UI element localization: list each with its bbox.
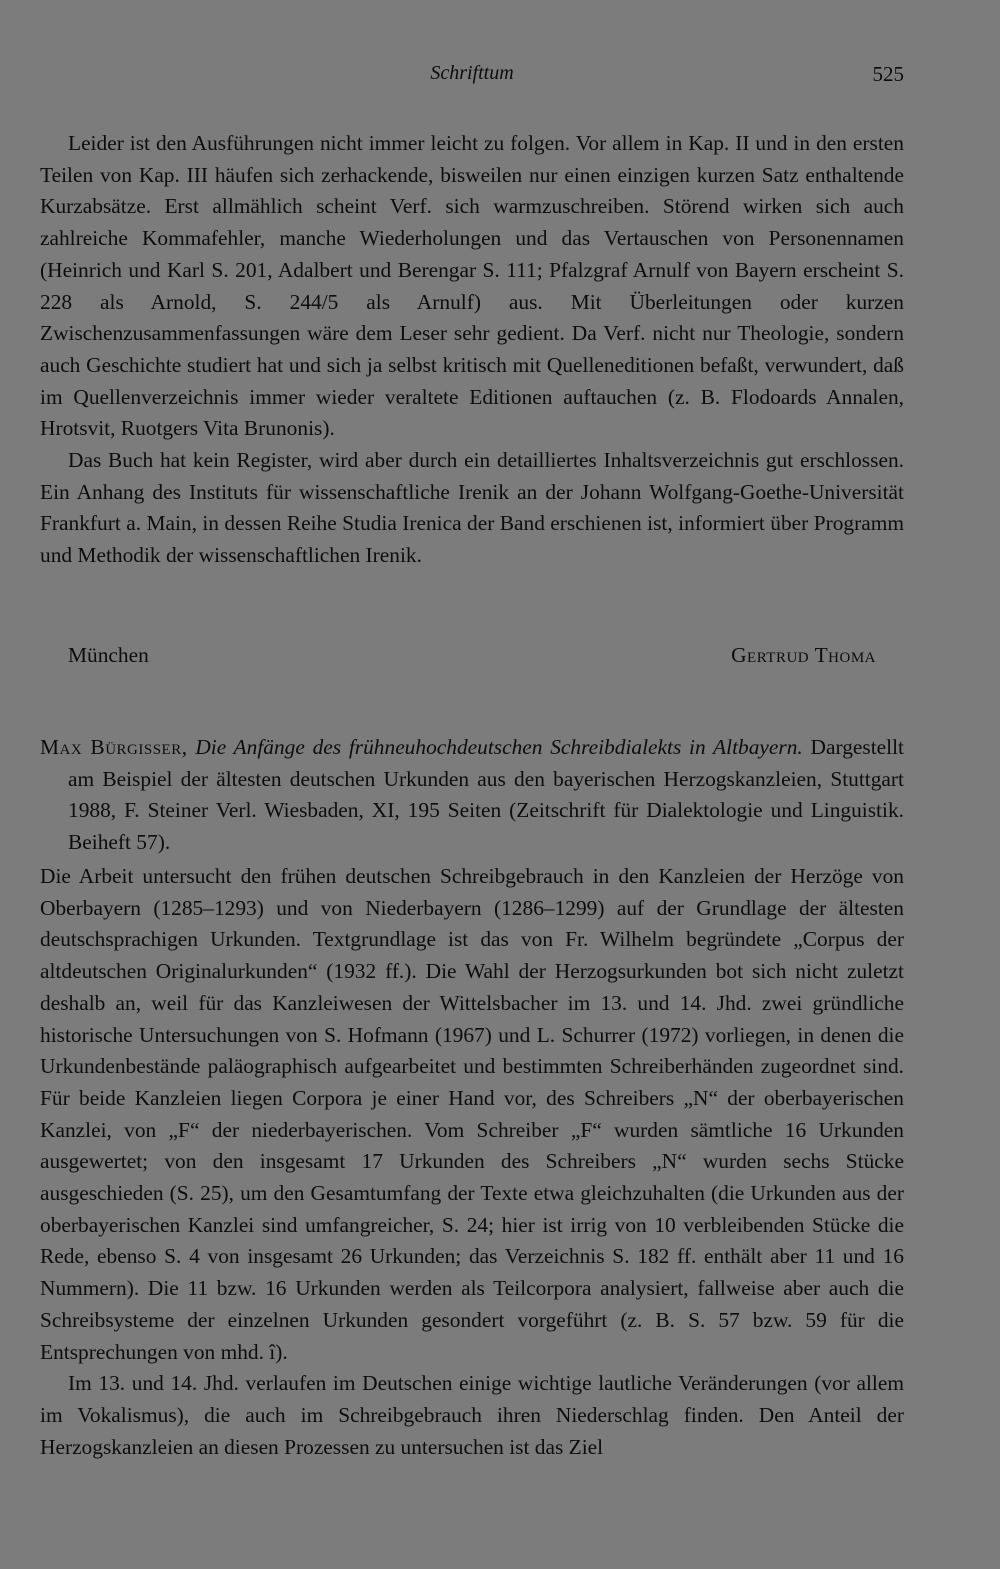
- review-2-body: [40, 861, 904, 1463]
- review-1-reviewer: Gertrud Thoma: [731, 643, 876, 667]
- review-2-title: Die Anfänge des frühneuhochdeutschen Schreibdialekts in Altbayern.: [195, 735, 803, 759]
- review-2-citation: [40, 732, 904, 859]
- page-header: [40, 62, 904, 96]
- review-2-details: Dargestellt am Beispiel der ältesten deutschen Urkunden aus den bayerischen Herzogskanzleien, Stuttgart 1988, F. Steiner Verl. Wiesbaden, XI, 195 Seiten (Zeitschrift für Dialektologie und Linguistik. Beiheft 57).: [68, 735, 904, 855]
- page-number: 525: [872, 62, 904, 86]
- review-1-paragraph-1: Leider ist den Ausführungen nicht immer leicht zu folgen. Vor allem in Kap. II und in den ersten Teilen von Kap. III häufen sich zerhackende, bisweilen nur einen einzigen kurzen Satz enthaltende Kurzabsätze. Erst allmählich scheint Verf. sich warmzuschreiben. Störend wirken sich auch zahlreiche Kommafehler, manche Wiederholungen und das Vertauschen von Personennamen (Heinrich und Karl S. 201, Adalbert und Berengar S. 111; Pfalzgraf Arnulf von Bayern erscheint S. 228 als Arnold, S. 244/5 als Arnulf) aus. Mit Überleitungen oder kurzen Zwischenzusammenfassungen wäre dem Leser sehr gedient. Da Verf. nicht nur Theologie, sondern auch Geschichte studiert hat und sich ja selbst kritisch mit Quelleneditionen befaßt, verwundert, daß im Quellenverzeichnis immer wieder veraltete Editionen auftauchen (z. B. Flodoards Annalen, Hrotsvit, Ruotgers Vita Brunonis).: [40, 131, 904, 441]
- review-1-signature: [68, 640, 876, 672]
- review-2-paragraph-1: Die Arbeit untersucht den frühen deutschen Schreibgebrauch in den Kanzleien der Herzöge von Oberbayern (1285–1293) und von Niederbayern (1286–1299) auf der Grundlage der ältesten deutschsprachigen Urkunden. Textgrundlage ist das von Fr. Wilhelm begründete „Corpus der altdeutschen Originalurkunden“ (1932 ff.). Die Wahl der Herzogsurkunden bot sich nicht zuletzt deshalb an, weil für das Kanzleiwesen der Wittelsbacher im 13. und 14. Jhd. zwei gründliche historische Untersuchungen von S. Hofmann (1967) und L. Schurrer (1972) vorliegen, in denen die Urkundenbestände paläographisch aufgearbeitet und bestimmten Schreiberhänden zugeordnet sind. Für beide Kanzleien liegen Corpora je einer Hand vor, des Schreibers „N“ der oberbayerischen Kanzlei, von „F“ der niederbayerischen. Vom Schreiber „F“ wurden sämtliche 16 Urkunden ausgewertet; von den insgesamt 17 Urkunden des Schreibers „N“ wurden sechs Stücke ausgeschieden (S. 25), um den Gesamtumfang der Texte etwa gleichzuhalten (die Urkunden aus der oberbayerischen Kanzlei sind umfangreicher, S. 24; hier ist irrig von 10 verbleibenden Stücke die Rede, ebenso S. 4 von insgesamt 26 Urkunden; das Verzeichnis S. 182 ff. enthält aber 11 und 16 Nummern). Die 11 bzw. 16 Urkunden werden als Teilcorpora analysiert, fallweise aber auch die Schreibsysteme der einzelnen Urkunden gesondert vorgeführt (z. B. S. 57 bzw. 59 für die Entsprechungen von mhd. î).: [40, 864, 904, 1364]
- review-2-paragraph-2: Im 13. und 14. Jhd. verlaufen im Deutschen einige wichtige lautliche Veränderungen (vor allem im Vokalismus), die auch im Schreibgebrauch ihren Niederschlag finden. Den Anteil der Herzogskanzleien an diesen Prozessen zu untersuchen ist das Ziel: [40, 1371, 904, 1459]
- review-1-body: [40, 128, 904, 572]
- running-head: Schrifttum: [430, 62, 514, 84]
- review-1-place: München: [68, 643, 149, 667]
- review-2-author: Max Bürgisser,: [40, 735, 188, 759]
- review-1-paragraph-2: Das Buch hat kein Register, wird aber durch ein detailliertes Inhaltsverzeichnis gut erschlossen. Ein Anhang des Instituts für wissenschaftliche Irenik an der Johann Wolfgang-Goethe-Universität Frankfurt a. Main, in dessen Reihe Studia Irenica der Band erschienen ist, informiert über Programm und Methodik der wissenschaftlichen Irenik.: [40, 448, 904, 568]
